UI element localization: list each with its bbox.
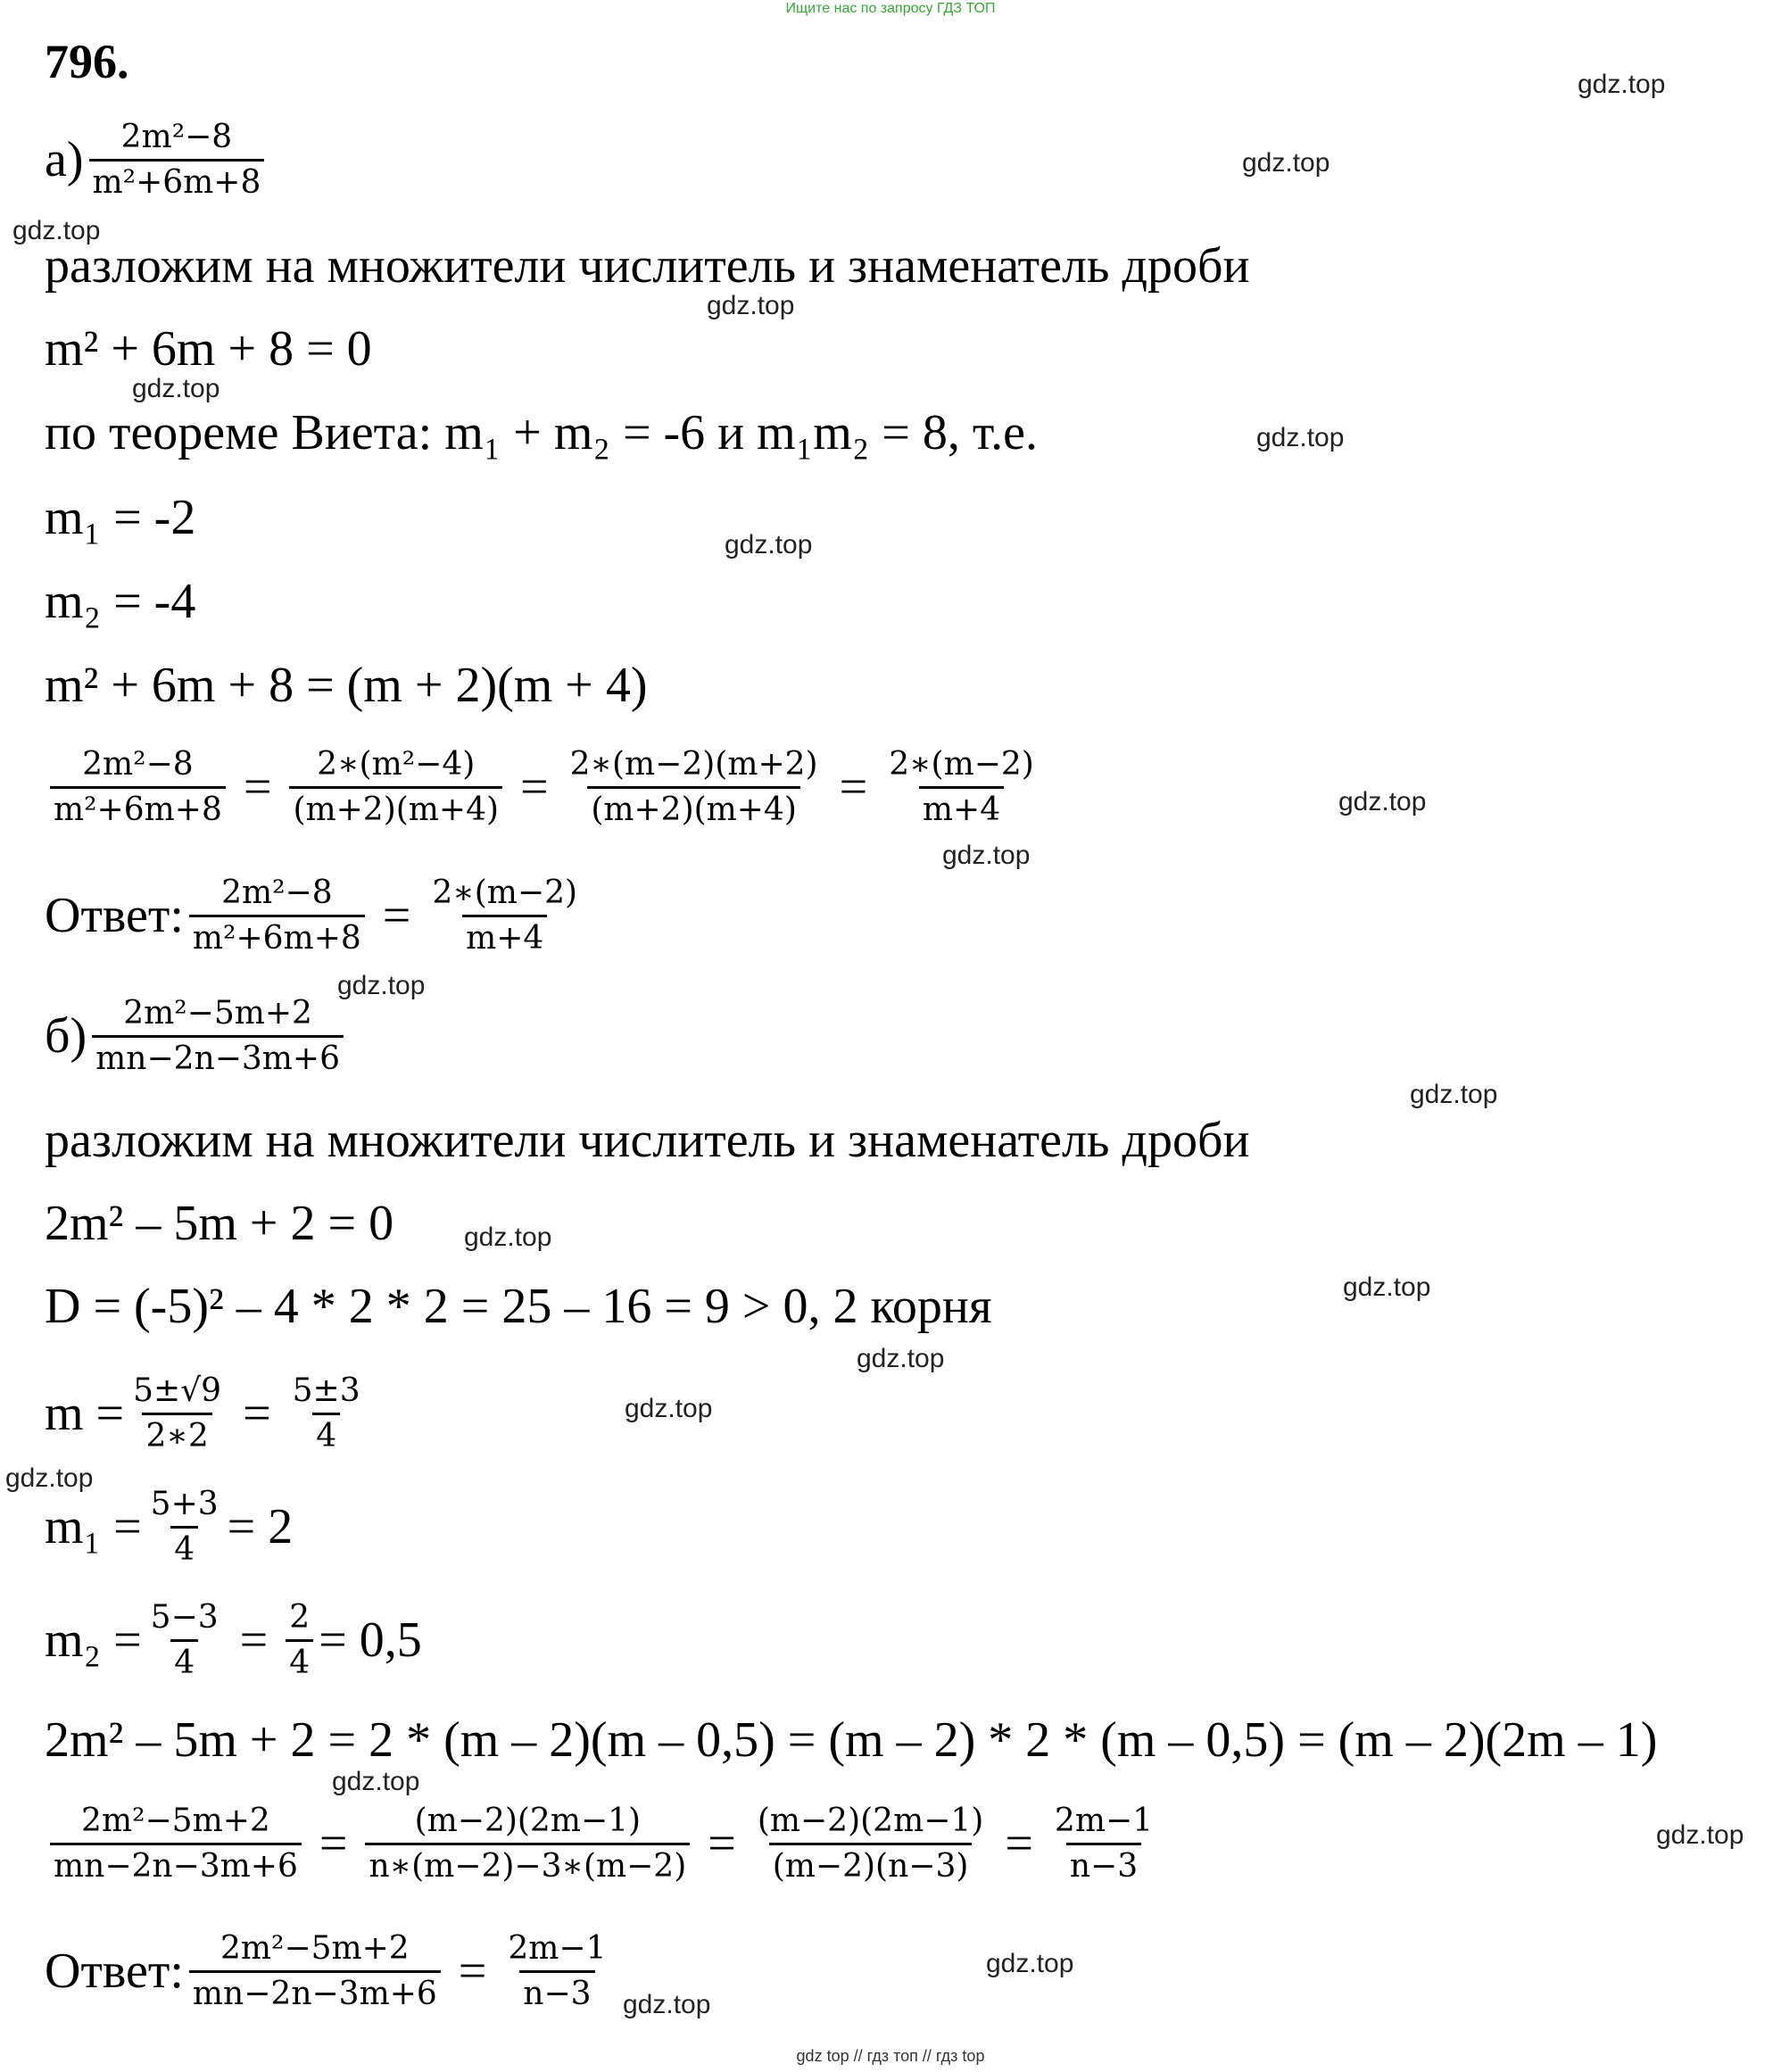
fraction: $\frac{5+3}{4}$	[150, 1486, 219, 1568]
part-a-root1: m₁ = -2	[45, 490, 196, 545]
fraction: $\frac{5\pm 3}{4}$	[292, 1372, 360, 1455]
answer-label: Ответ:	[45, 1944, 184, 2000]
part-a-chain	[45, 748, 1043, 827]
watermark: gdz.top	[1242, 148, 1330, 178]
fraction: $\frac{\text{2m²−8}}{\text{m²+6m+8}}$	[50, 748, 226, 827]
fraction: $\frac{(m-2)(2m-1)}{(m-2)(n-3)}$	[757, 1803, 984, 1885]
watermark: gdz.top	[707, 291, 795, 320]
watermark: gdz.top	[1343, 1272, 1431, 1302]
part-a-equation: m² + 6m + 8 = 0	[45, 321, 372, 377]
part-b-fraction: $\frac{\text{2m²−5m+2}}{mn-2n-3m+6}$	[92, 997, 344, 1076]
part-a-fraction: $\frac{\text{2m²−8}}{\text{m²+6m+8}}$	[89, 120, 265, 200]
watermark: gdz.top	[12, 216, 101, 245]
watermark: gdz.top	[625, 1394, 713, 1423]
fraction: $\frac{(m-2)(2m-1)}{n∗(m-2)-3∗(m-2)}$	[365, 1804, 690, 1884]
equals-sign: =	[458, 1944, 487, 2000]
watermark: gdz.top	[1578, 70, 1666, 99]
equals-sign: =	[1005, 1816, 1033, 1872]
part-b-equation: 2m² – 5m + 2 = 0	[45, 1196, 394, 1251]
part-a-heading	[45, 120, 269, 200]
part-a-vieta: по теореме Виета: m₁ + m₂ = -6 и m₁m₂ = 8, т.е.	[45, 405, 1038, 460]
part-b-intro: разложим на множители числитель и знаменатель дроби	[45, 1113, 1250, 1168]
part-b-factored: 2m² – 5m + 2 = 2 * (m – 2)(m – 0,5) = (m – 2) * 2 * (m – 0,5) = (m – 2)(2m – 1)	[45, 1712, 1658, 1768]
fraction: $\frac{2m-1}{n-3}$	[1054, 1803, 1154, 1885]
part-a-intro: разложим на множители числитель и знаменатель дроби	[45, 238, 1250, 294]
part-a-answer	[45, 876, 586, 956]
watermark: gdz.top	[5, 1463, 94, 1493]
fraction: $\frac{\text{2∗(m²−4)}}{(m+2)(m+4)}$	[289, 748, 502, 827]
watermark: gdz.top	[1338, 787, 1427, 816]
equals-sign: =	[382, 888, 411, 944]
fraction: $\frac{\text{2m²−8}}{\text{m²+6m+8}}$	[189, 876, 365, 956]
equals-sign: =	[243, 759, 272, 816]
watermark: gdz.top	[942, 841, 1031, 870]
equals-sign: =	[520, 759, 549, 816]
fraction: $\frac{\text{2m²−5m+2}}{mn-2n-3m+6}$	[189, 1932, 441, 2011]
footer: gdz top // гдз топ // гдз top	[796, 2047, 985, 2065]
fraction: $\frac{2∗(m-2)}{m+4}$	[889, 746, 1034, 828]
equals-sign: =	[708, 1816, 736, 1872]
part-b-heading	[45, 997, 349, 1076]
answer-label: Ответ:	[45, 888, 184, 944]
fraction: $\frac{5-3}{4}$	[150, 1599, 219, 1681]
watermark: gdz.top	[725, 530, 813, 559]
part-a-factored: m² + 6m + 8 = (m + 2)(m + 4)	[45, 658, 648, 713]
watermark: gdz.top	[623, 1990, 711, 2019]
equals-sign: =	[243, 1386, 271, 1442]
equals-sign: =	[239, 1612, 269, 1669]
part-b-answer	[45, 1932, 615, 2011]
problem-number: 796.	[45, 35, 129, 88]
part-b-chain	[45, 1804, 1162, 1884]
part-b-label: б)	[45, 1008, 87, 1065]
watermark: gdz.top	[1656, 1820, 1744, 1850]
watermark: gdz.top	[1410, 1080, 1498, 1109]
watermark: gdz.top	[857, 1344, 945, 1373]
equals-sign: =	[319, 1816, 348, 1872]
watermark: gdz.top	[464, 1222, 552, 1252]
fraction: $\frac{\text{2m²−5m+2}}{mn-2n-3m+6}$	[50, 1804, 302, 1884]
watermark: gdz.top	[986, 1949, 1074, 1978]
watermark: gdz.top	[132, 374, 220, 403]
fraction: $\frac{2∗(m-2)}{m+4}$	[432, 874, 578, 957]
watermark: gdz.top	[332, 1767, 420, 1796]
part-b-root2: m₂ = $\frac{5-3}{4}$ = $\frac{2}{4}$ = 0,5	[45, 1599, 422, 1681]
watermark: gdz.top	[337, 971, 426, 1000]
top-banner: Ищите нас по запросу ГДЗ ТОП	[785, 1, 996, 16]
fraction: $\frac{2m-1}{n-3}$	[508, 1930, 607, 2012]
fraction: $\frac{2}{4}$	[286, 1601, 313, 1680]
part-a-label: а)	[45, 132, 84, 188]
part-b-discriminant: D = (-5)² – 4 * 2 * 2 = 25 – 16 = 9 > 0, 2 корня	[45, 1279, 992, 1334]
fraction: $\frac{5\pm√9}{2∗2}$	[133, 1372, 222, 1455]
fraction: $\frac{2∗(m-2)(m+2)}{(m+2)(m+4)}$	[569, 746, 818, 828]
part-b-root1: m₁ = $\frac{5+3}{4}$ = 2	[45, 1486, 294, 1568]
equals-sign: =	[839, 759, 868, 816]
part-a-root2: m₂ = -4	[45, 574, 196, 629]
part-b-m-formula: m = $\frac{5\pm√9}{2∗2}$ = $\frac{5\pm 3}{4}$	[45, 1374, 369, 1454]
watermark: gdz.top	[1256, 423, 1345, 452]
